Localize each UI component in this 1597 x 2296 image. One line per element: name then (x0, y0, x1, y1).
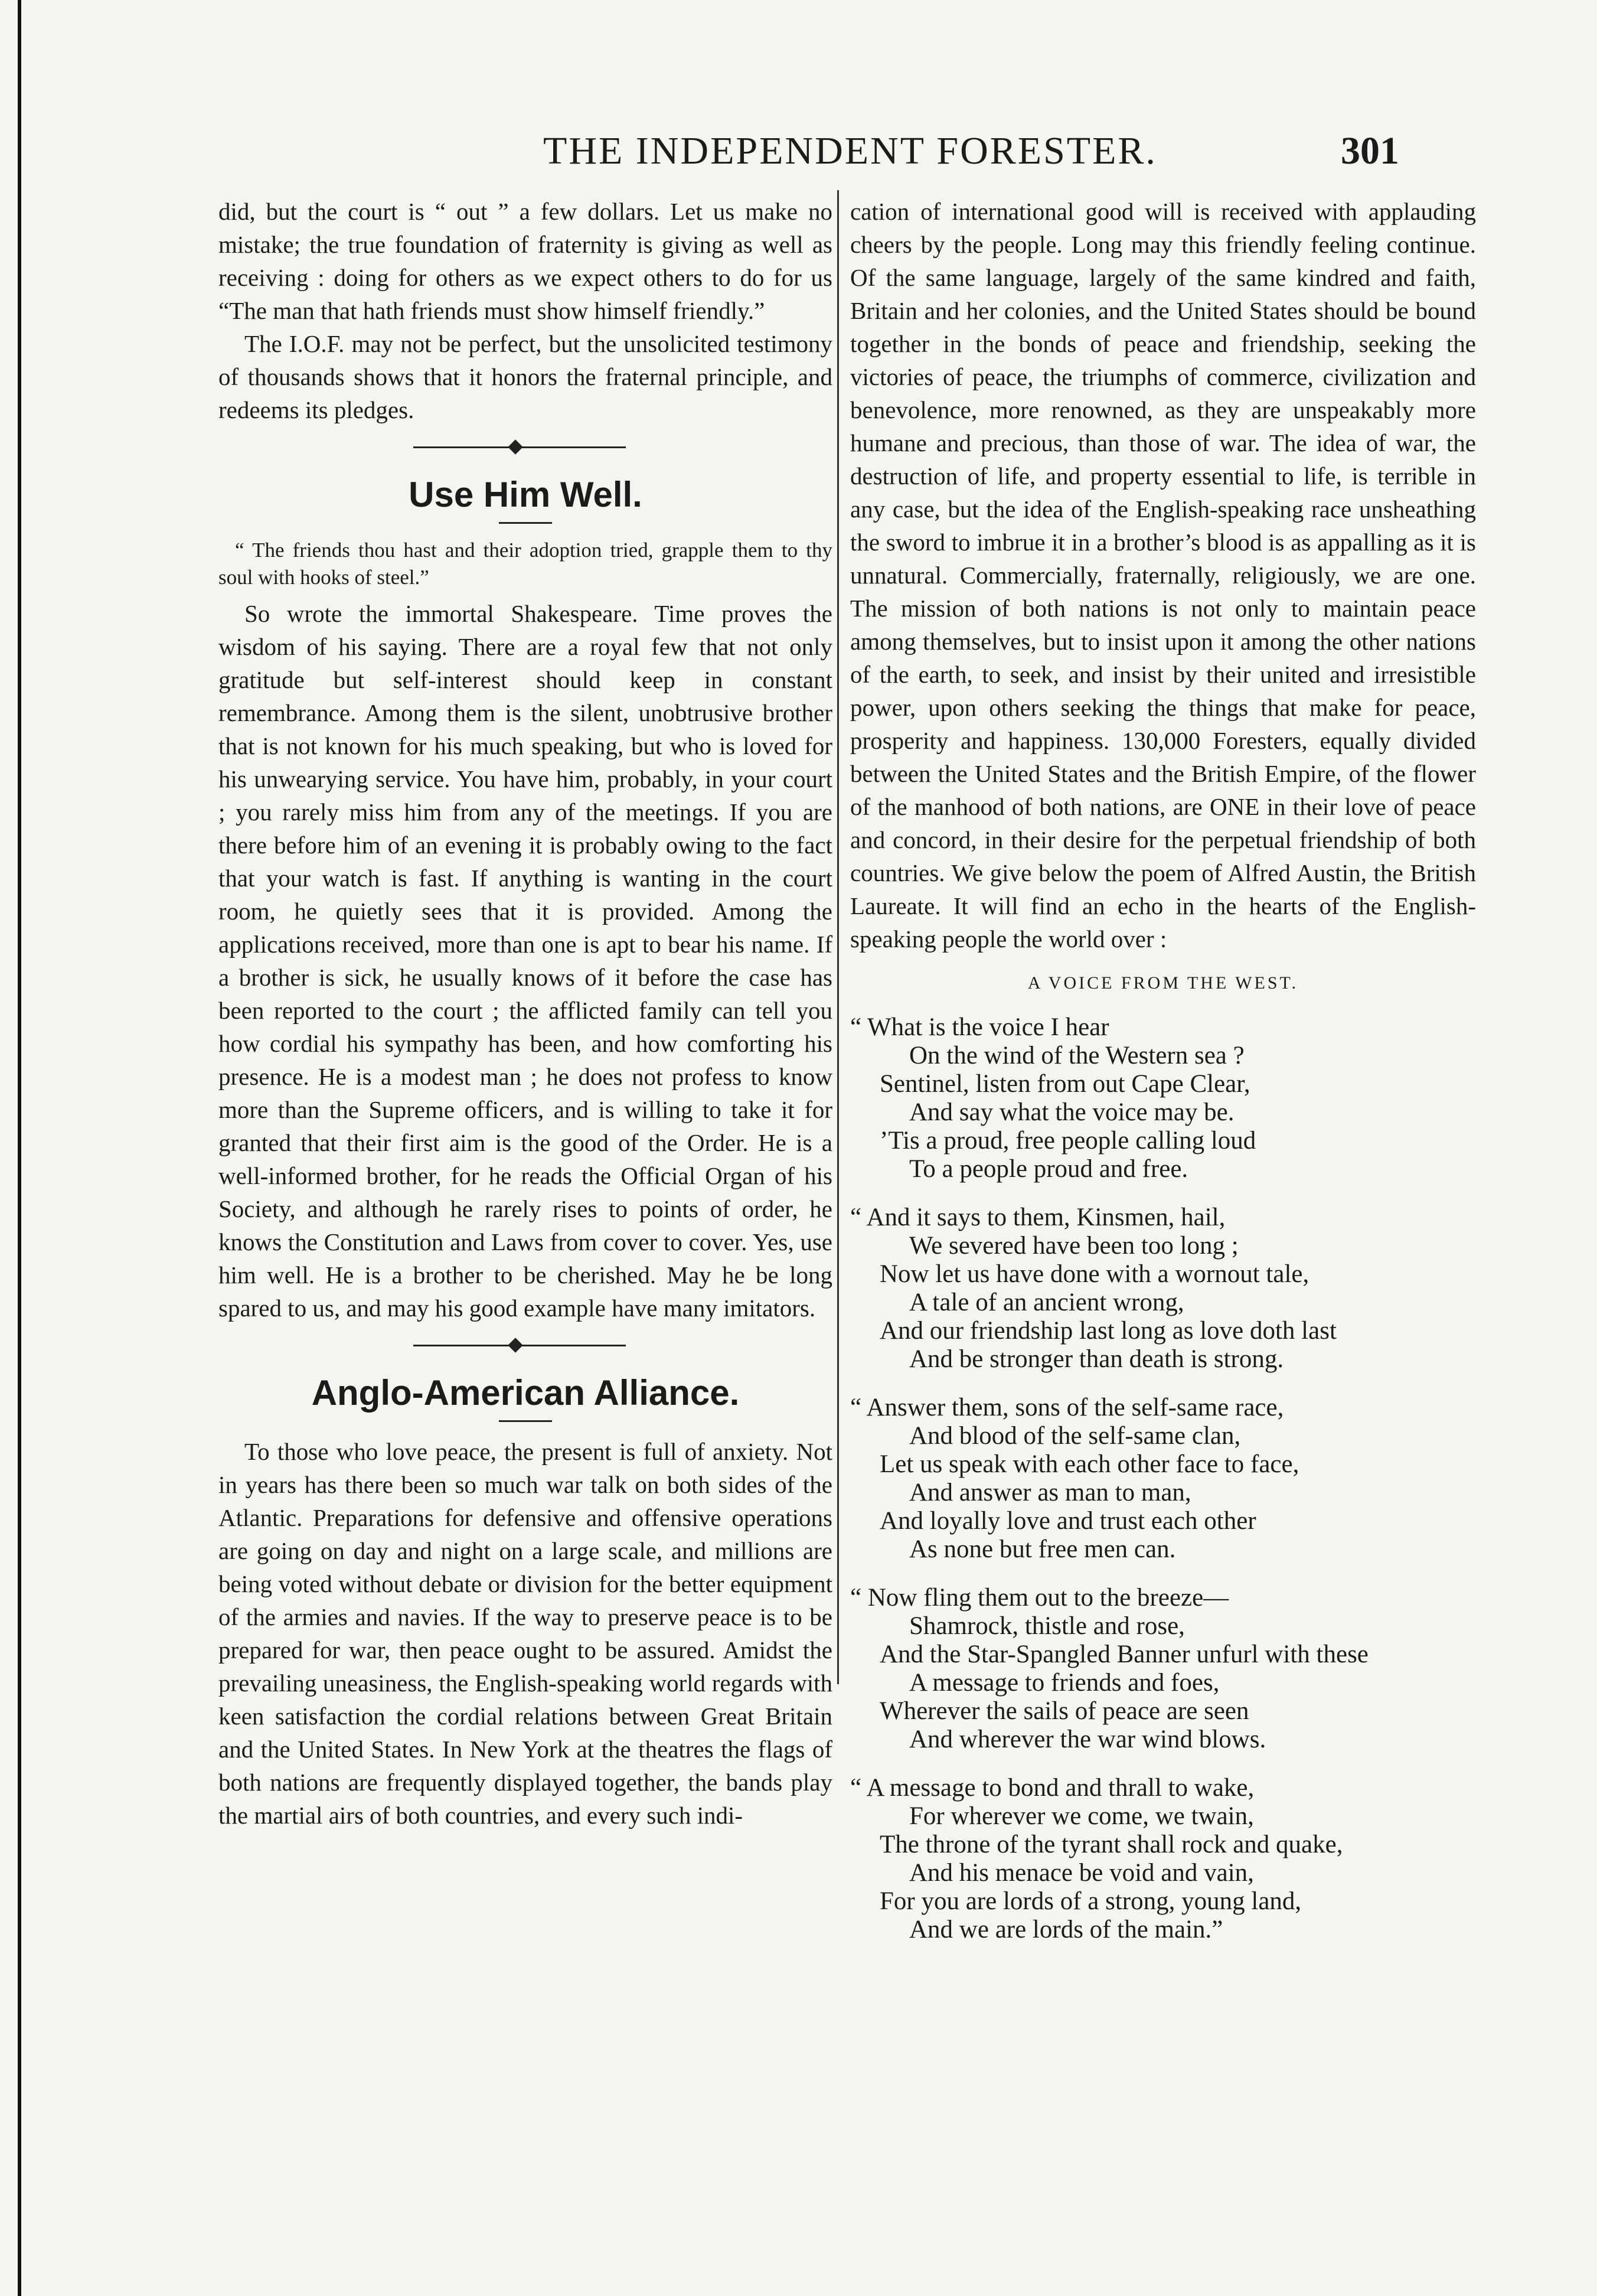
running-title: THE INDEPENDENT FORESTER. (543, 129, 1157, 172)
poem-line: “ What is the voice I hear (850, 1013, 1109, 1041)
poem-line: And blood of the self-same clan, (909, 1422, 1241, 1450)
poem-line: For wherever we come, we twain, (909, 1802, 1254, 1830)
poem-line: “ Answer them, sons of the self-same race, (850, 1394, 1284, 1421)
poem-line: And be stronger than death is strong. (909, 1345, 1284, 1373)
section-ornament (218, 1332, 832, 1359)
poem-line: And his menace be void and vain, (909, 1859, 1254, 1887)
paragraph: cation of international good will is received with applauding cheers by the people. Long may this friendly feeling continue. Of the same language, largely of the same kindred and faith, Britain and her colonies, and the United States should be bound together in the bonds of peace and friendship, seeking the victories of peace, the triumphs of commerce, civilization and benevolence, more renowned, as they are unspeakably more humane and precious, than those of war. The idea of war, the destruction of life, and property essential to life, is terrible in any case, but the idea of the English-speaking race unsheathing the sword to imbrue it in a brother’s blood is as appalling as it is unnatural. Commercially, fraternally, religiously, we are one. The mission of both nations is not only to maintain peace among themselves, but to insist upon it among the other nations of the earth, to seek, and insist by their united and irresistible power, upon others seeking the things that make for peace, prosperity and happiness. 130,000 Foresters, equally divided between the United States and the British Empire, of the flower of the manhood of both nations, are ONE in their love of peace and concord, in their desire for the perpetual friendship of both countries. We give below the poem of Alfred Austin, the British Laureate. It will find an echo in the hearts of the English-speaking people the world over : (850, 198, 1476, 953)
poem-line: “ And it says to them, Kinsmen, hail, (850, 1204, 1226, 1231)
article-heading: Use Him Well. (409, 475, 642, 514)
poem-line: For you are lords of a strong, young land, (880, 1887, 1302, 1915)
poem-line: And wherever the war wind blows. (909, 1726, 1266, 1753)
paragraph: The I.O.F. may not be perfect, but the unsolicited testimony of thousands shows that it honors the fraternal principle, and redeems its pledges. (218, 330, 832, 423)
paragraph: So wrote the immortal Shakespeare. Time proves the wisdom of his saying. There are a royal few that not only gratitude but self-interest should keep in constant remembrance. Among them is the silent, unobtrusive brother that is not known for his much speaking, but who is loved for his unwearying service. You have him, probably, in your court ; you rarely miss him from any of the meetings. If you are there before him of an evening it is probably owing to the fact that your watch is fast. If anything is wanting in the court room, he quietly sees that it is provided. Among the applications received, more than one is apt to bear his name. If a brother is sick, he usually knows of it before the case has been reported to the court ; the afflicted family can tell you how cordial his sympathy has been, and how comforting his presence. He is a modest man ; he does not profess to know more than the Supreme officers, and is willing to take it for granted that their first aim is the good of the Order. He is a well-informed brother, for he reads the Official Organ of his Society, and although he rarely rises to points of order, he knows the Constitution and Laws from cover to cover. Yes, use him well. He is a brother to be cherished. May he be long spared to us, and may his good example have many imitators. (218, 600, 832, 1322)
page-header (213, 129, 1399, 182)
poem-line: As none but free men can. (909, 1535, 1176, 1563)
left-column (218, 195, 832, 1832)
poem-line: And our friendship last long as love doth last (880, 1317, 1337, 1345)
poem-line: Sentinel, listen from out Cape Clear, (880, 1070, 1250, 1098)
poem-line: On the wind of the Western sea ? (909, 1042, 1245, 1069)
poem-line: A message to friends and foes, (909, 1669, 1220, 1697)
poem-line: A tale of an ancient wrong, (909, 1289, 1184, 1316)
poem-line: “ Now fling them out to the breeze— (850, 1584, 1229, 1612)
poem-line: We severed have been too long ; (909, 1232, 1239, 1260)
poem-line: And say what the voice may be. (909, 1098, 1235, 1126)
heading-rule (499, 522, 552, 524)
paragraph: did, but the court is “ out ” a few dollars. Let us make no mistake; the true foundation of fraternity is giving as well as receiving : doing for others as we expect others to do for us “The man that hath friends must show himself friendly.” (218, 198, 832, 324)
poem-line: To a people proud and free. (909, 1155, 1188, 1183)
poem-line: Let us speak with each other face to face, (880, 1450, 1299, 1478)
poem-line: And answer as man to man, (909, 1479, 1191, 1506)
poem-stanza (850, 1584, 1476, 1754)
poem-line: “ A message to bond and thrall to wake, (850, 1774, 1255, 1802)
poem-line: And loyally love and trust each other (880, 1507, 1256, 1535)
poem-line: Now let us have done with a wornout tale, (880, 1260, 1309, 1288)
poem-line: And the Star-Spangled Banner unfurl with these (880, 1641, 1369, 1668)
section-ornament (218, 433, 832, 461)
poem-line: And we are lords of the main.” (909, 1916, 1223, 1943)
poem-line: ’Tis a proud, free people calling loud (880, 1127, 1256, 1154)
poem-line: Shamrock, thistle and rose, (909, 1612, 1185, 1640)
poem-line: Wherever the sails of peace are seen (880, 1697, 1249, 1725)
article-heading: Anglo-American Alliance. (311, 1373, 740, 1413)
poem-title: A VOICE FROM THE WEST. (1027, 973, 1299, 993)
column-divider (837, 190, 839, 1684)
poem-stanza (850, 1013, 1476, 1183)
poem-stanza (850, 1774, 1476, 1944)
right-column (850, 195, 1476, 1964)
paragraph: To those who love peace, the present is full of anxiety. Not in years has there been so much war talk on both sides of the Atlantic. Preparations for defensive and offensive operations are going on day and night on a large scale, and millions are being voted without debate or division for the better equipment of the armies and navies. If the way to preserve peace is to be prepared for war, then peace ought to be assured. Amidst the prevailing uneasiness, the English-speaking world regards with keen satisfaction the cordial relations between Great Britain and the United States. In New York at the theatres the flags of both nations are frequently displayed together, the bands play the martial airs of both countries, and every such indi- (218, 1438, 832, 1829)
poem-stanza (850, 1204, 1476, 1374)
page-spine (18, 0, 21, 2296)
page-number: 301 (1341, 129, 1399, 172)
epigraph-quote: “ The friends thou hast and their adoption tried, grapple them to thy soul with hooks of steel.” (218, 539, 832, 589)
poem-stanza (850, 1394, 1476, 1564)
poem-line: The throne of the tyrant shall rock and quake, (880, 1831, 1343, 1858)
heading-rule (499, 1420, 552, 1422)
